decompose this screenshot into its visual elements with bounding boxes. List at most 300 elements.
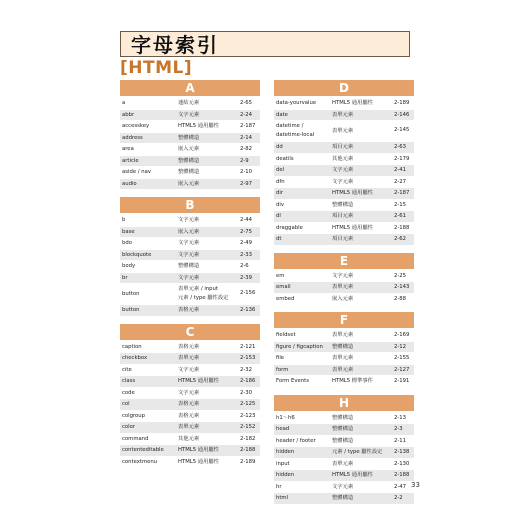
entry-category (332, 436, 394, 447)
entry-page (240, 227, 260, 238)
entry-category-text: 文字元素 (332, 178, 354, 185)
entry-category-text: 整體構造 (332, 414, 354, 421)
index-row (120, 110, 260, 122)
entry-name-text: aside / nav (122, 169, 151, 175)
entry-category (178, 227, 240, 238)
entry-category (178, 365, 240, 376)
entry-category (332, 142, 394, 153)
entry-name (120, 121, 178, 132)
entry-name-text: contenteditable (122, 447, 164, 453)
entry-name (274, 271, 332, 282)
entry-category-text: 文字元素 (178, 366, 200, 373)
index-row (274, 447, 414, 459)
entry-category-text: 文字元素 (332, 167, 354, 173)
entry-name (120, 457, 178, 468)
index-section-a (120, 80, 260, 190)
entry-page-text: 2-156 (240, 290, 256, 296)
entry-name-text: hidden (276, 449, 295, 455)
entry-name-text: dl (276, 213, 281, 219)
entry-page-text: 2-9 (240, 157, 249, 164)
entry-page-text: 2-14 (240, 134, 253, 141)
entry-category (332, 413, 394, 424)
entry-name-text: br (122, 274, 128, 281)
section-letter-header: B (120, 197, 260, 213)
entry-page-text: 2-15 (394, 201, 407, 208)
entry-name (120, 273, 178, 284)
entry-name-text: bdo (122, 240, 132, 246)
entry-page (394, 200, 414, 211)
entry-name (120, 353, 178, 364)
index-row (120, 365, 260, 377)
entry-category (178, 121, 240, 132)
entry-name (274, 188, 332, 199)
entry-name-text: email (276, 284, 291, 290)
index-row (274, 459, 414, 471)
entry-page-text: 2-182 (240, 435, 256, 442)
entry-category-text: 表單元素 (332, 284, 354, 290)
entry-page (240, 422, 260, 433)
entry-page-text: 2-179 (394, 155, 410, 162)
entry-name (274, 165, 332, 176)
entry-name (274, 424, 332, 435)
section-letter-header: D (274, 80, 414, 96)
entry-name-text: dir (276, 190, 284, 196)
index-row (274, 282, 414, 294)
entry-category (178, 98, 240, 109)
entry-category-text: 文字元素 (178, 111, 200, 118)
entry-name-text: data-yourvalue (276, 100, 317, 106)
entry-category-text: 表單元素 (332, 355, 354, 361)
index-row (120, 376, 260, 388)
entry-name (274, 294, 332, 305)
entry-name (274, 436, 332, 447)
entry-name (274, 459, 332, 470)
entry-name (274, 353, 332, 364)
entry-name (274, 493, 332, 504)
entry-page-text: 2-188 (240, 447, 256, 453)
entry-category (178, 250, 240, 261)
entry-name-text: accesskey (122, 123, 150, 129)
entry-page (394, 342, 414, 353)
entry-page (394, 493, 414, 504)
entry-category-text: HTML5 標準事件 (332, 378, 373, 384)
entry-category-text: 連結元素 (178, 100, 200, 106)
entry-page-text: 2-97 (240, 180, 253, 187)
entry-page (240, 98, 260, 109)
entry-name-text: embed (276, 295, 295, 302)
entry-name (274, 447, 332, 458)
entry-category (178, 376, 240, 387)
entry-name (120, 388, 178, 399)
entry-category (332, 330, 394, 341)
entry-page-text: 2-62 (394, 236, 407, 242)
entry-category-text: 表單元素 (178, 355, 200, 361)
entry-category (332, 447, 394, 458)
entry-name-text: div (276, 201, 284, 208)
page-title-box (120, 31, 410, 57)
entry-category (178, 133, 240, 144)
entry-name-text: body (122, 263, 136, 269)
entry-page-text: 2-25 (394, 272, 407, 279)
index-row (120, 342, 260, 354)
entry-page-text: 2-75 (240, 228, 253, 235)
entry-name (274, 154, 332, 165)
entry-category-text: 表單元素 / input (178, 286, 218, 292)
entry-category (178, 445, 240, 456)
index-row (120, 434, 260, 446)
entry-name-text: command (122, 435, 149, 442)
entry-page (240, 399, 260, 410)
entry-name (274, 142, 332, 153)
entry-page (240, 156, 260, 167)
entry-page-text: 2-13 (394, 414, 407, 421)
entry-page (240, 365, 260, 376)
entry-page-text: 2-63 (394, 144, 407, 150)
index-section-b (120, 197, 260, 317)
entry-name-text: base (122, 228, 135, 235)
entry-name-text-2: datetime-local (276, 132, 315, 138)
entry-page-text: 2-61 (394, 213, 407, 219)
entry-page (240, 411, 260, 422)
entry-name (274, 200, 332, 211)
entry-name-text: del (276, 167, 285, 173)
entry-category (178, 110, 240, 121)
entry-page (240, 238, 260, 249)
entry-page (394, 110, 414, 121)
entry-category-text: 嵌入元素 (178, 146, 200, 152)
entry-category-text: 嵌入元素 (178, 180, 200, 187)
entry-name (274, 177, 332, 188)
entry-name-text: class (122, 378, 136, 384)
entry-category-text: HTML5 通用屬性 (332, 472, 373, 478)
entry-page (394, 142, 414, 153)
entry-name-text: em (276, 272, 285, 279)
entry-name (120, 434, 178, 445)
entry-category (332, 353, 394, 364)
entry-name (120, 156, 178, 167)
section-letter-header: C (120, 324, 260, 340)
entry-name (120, 411, 178, 422)
entry-name (120, 167, 178, 178)
entry-name-text: dfn (276, 178, 285, 185)
entry-name (274, 482, 332, 493)
index-row (120, 167, 260, 179)
index-row (274, 470, 414, 482)
entry-name (274, 211, 332, 222)
index-row (120, 388, 260, 400)
entry-page-text: 2-127 (394, 366, 410, 373)
entry-category-text: 元素 / type 屬性設定 (332, 449, 383, 455)
entry-name-text: hidden (276, 472, 295, 478)
entry-page (394, 353, 414, 364)
section-letter-header: H (274, 395, 414, 411)
entry-category-text: 表單元素 (332, 366, 354, 373)
entry-page (240, 353, 260, 364)
entry-name-text: header / footer (276, 437, 316, 444)
entry-page (240, 133, 260, 144)
entry-page-text: 2-123 (240, 412, 256, 419)
entry-category (178, 342, 240, 353)
entry-name-text: color (122, 424, 136, 430)
entry-name-text: area (122, 146, 134, 152)
index-section-c (120, 324, 260, 469)
index-row (274, 223, 414, 235)
index-row (120, 144, 260, 156)
entry-page (240, 445, 260, 456)
entry-page-text: 2-47 (394, 483, 407, 490)
entry-name (120, 227, 178, 238)
entry-name-text: date (276, 111, 288, 118)
entry-name-text: b (122, 217, 126, 223)
entry-page-text: 2-188 (394, 472, 410, 478)
entry-name-text: Form Events (276, 378, 309, 384)
index-row (274, 330, 414, 342)
entry-page-text: 2-136 (240, 307, 256, 313)
entry-name-text: head (276, 426, 290, 432)
section-letter-header: F (274, 312, 414, 328)
entry-name-text: address (122, 134, 143, 141)
entry-page-text: 2-10 (240, 169, 253, 175)
index-row (120, 399, 260, 411)
entry-page (394, 365, 414, 376)
entry-name (274, 330, 332, 341)
entry-name (120, 445, 178, 456)
entry-category (178, 399, 240, 410)
entry-category (178, 144, 240, 155)
index-row (120, 305, 260, 317)
index-row (274, 200, 414, 212)
entry-category-text: 表單元素 (332, 460, 354, 467)
entry-category (332, 365, 394, 376)
entry-category (332, 154, 394, 165)
entry-name-text: code (122, 389, 135, 396)
entry-category (178, 215, 240, 226)
entry-name-text: col (122, 401, 130, 407)
index-row (274, 121, 414, 142)
index-row (120, 261, 260, 273)
entry-name (274, 98, 332, 109)
section-letter-header: A (120, 80, 260, 96)
entry-page (394, 330, 414, 341)
index-row (120, 353, 260, 365)
index-row (274, 110, 414, 122)
entry-category-text: 表格元素 (178, 412, 200, 419)
entry-name-text: a (122, 100, 126, 106)
entry-category-text: 表格元素 (178, 307, 200, 313)
entry-category-text: 整體構造 (178, 157, 200, 164)
entry-page (394, 188, 414, 199)
index-row (274, 165, 414, 177)
entry-page-text: 2-3 (394, 426, 403, 432)
entry-name (120, 305, 178, 316)
entry-category (332, 470, 394, 481)
entry-page-text: 2-24 (240, 111, 253, 118)
entry-page (394, 424, 414, 435)
page-title: 字母索引 (131, 33, 219, 57)
entry-category-text: 表單元素 (332, 127, 354, 134)
entry-category (332, 271, 394, 282)
entry-name (274, 223, 332, 234)
index-row (120, 422, 260, 434)
entry-name (274, 342, 332, 353)
entry-page (394, 294, 414, 305)
entry-category (332, 200, 394, 211)
entry-category-text: 文字元素 (332, 483, 354, 490)
entry-category-text: HTML5 通用屬性 (178, 123, 219, 129)
entry-category-text: HTML5 通用屬性 (332, 190, 373, 196)
entry-category-text: HTML5 通用屬性 (178, 447, 219, 453)
entry-name-text: button (122, 290, 140, 297)
entry-page-text: 2-11 (394, 437, 407, 444)
index-row (274, 493, 414, 505)
entry-category (332, 110, 394, 121)
entry-category-text-2: 元素 / type 屬性設定 (178, 295, 229, 301)
index-row (274, 482, 414, 494)
entry-page (240, 388, 260, 399)
entry-page (240, 179, 260, 190)
entry-page-text: 2-130 (394, 460, 410, 467)
entry-category (178, 156, 240, 167)
entry-page (240, 305, 260, 316)
index-row (120, 457, 260, 469)
entry-category-text: 其他元素 (178, 435, 200, 442)
entry-page (240, 167, 260, 178)
entry-page-text: 2-187 (240, 123, 256, 129)
entry-name (120, 376, 178, 387)
index-row (274, 424, 414, 436)
entry-category-text: 整體構造 (332, 343, 354, 350)
entry-name-text: figure / figcaption (276, 343, 323, 350)
index-row (274, 353, 414, 365)
entry-category-text: 項目元素 (332, 213, 354, 219)
entry-category (332, 234, 394, 245)
entry-page-text: 2-186 (240, 378, 256, 384)
entry-page-text: 2-169 (394, 332, 410, 338)
entry-category-text: 整體構造 (332, 201, 354, 208)
entry-page (240, 457, 260, 468)
entry-category-text: 整體構造 (332, 495, 354, 501)
entry-category (332, 165, 394, 176)
entry-name-text: colgroup (122, 412, 146, 419)
entry-category-text: 表格元素 (178, 343, 200, 350)
entry-page (240, 250, 260, 261)
entry-name (120, 250, 178, 261)
index-column-right (274, 80, 414, 512)
index-row (274, 188, 414, 200)
entry-page-text: 2-82 (240, 146, 253, 152)
entry-category (178, 353, 240, 364)
entry-category-text: 整體構造 (178, 134, 200, 141)
entry-name-text: blockquote (122, 251, 152, 258)
entry-category-text: 項目元素 (332, 144, 354, 150)
entry-page (240, 215, 260, 226)
entry-category (332, 177, 394, 188)
index-row (120, 238, 260, 250)
entry-name-text: datetime / (276, 123, 304, 129)
entry-page-text: 2-146 (394, 111, 410, 118)
entry-page-text: 2-138 (394, 449, 410, 455)
entry-name-text: abbr (122, 111, 135, 118)
entry-category (178, 167, 240, 178)
index-row (274, 142, 414, 154)
entry-category-text: 其他元素 (332, 155, 354, 162)
entry-page (240, 144, 260, 155)
entry-category-text: 文字元素 (178, 274, 200, 281)
index-row (120, 284, 260, 305)
entry-page (394, 165, 414, 176)
entry-page (394, 234, 414, 245)
entry-name (120, 133, 178, 144)
index-row (274, 376, 414, 388)
entry-category (178, 179, 240, 190)
entry-page-text: 2-2 (394, 495, 403, 501)
entry-category (332, 424, 394, 435)
entry-name-text: checkbox (122, 355, 148, 361)
index-row (120, 121, 260, 133)
index-section-f (274, 312, 414, 388)
entry-category (332, 211, 394, 222)
entry-page (240, 376, 260, 387)
entry-page (240, 273, 260, 284)
entry-category-text: 整體構造 (332, 426, 354, 432)
entry-category (178, 422, 240, 433)
entry-category (332, 493, 394, 504)
index-row (274, 234, 414, 246)
entry-name (120, 144, 178, 155)
entry-category (332, 376, 394, 387)
entry-category-text: HTML5 通用屬性 (178, 458, 219, 465)
entry-name (120, 342, 178, 353)
entry-page-text: 2-155 (394, 355, 410, 361)
entry-category-text: 整體構造 (178, 263, 200, 269)
index-row (120, 411, 260, 423)
entry-page-text: 2-27 (394, 178, 407, 185)
entry-name (120, 215, 178, 226)
entry-name-text: dd (276, 144, 283, 150)
index-row (274, 413, 414, 425)
entry-page (394, 98, 414, 109)
index-column-left (120, 80, 260, 475)
entry-category-text: 整體構造 (332, 437, 354, 444)
entry-category-text: 文字元素 (178, 251, 200, 258)
entry-page (394, 376, 414, 387)
entry-page-text: 2-33 (240, 251, 253, 258)
entry-name (274, 234, 332, 245)
entry-name (120, 261, 178, 272)
index-row (274, 154, 414, 166)
entry-category (332, 188, 394, 199)
entry-page-text: 2-6 (240, 263, 249, 269)
entry-name-text: fieldset (276, 332, 296, 338)
entry-category (178, 273, 240, 284)
index-row (120, 250, 260, 262)
entry-name-text: cite (122, 366, 132, 373)
entry-page-text: 2-88 (394, 295, 407, 302)
entry-page (394, 211, 414, 222)
entry-page (240, 434, 260, 445)
entry-name-text: deatils (276, 155, 294, 162)
entry-name-text: hr (276, 483, 282, 490)
entry-name (274, 282, 332, 293)
entry-name-text: article (122, 157, 139, 164)
entry-name (274, 365, 332, 376)
entry-name-text: form (276, 366, 289, 373)
section-letter-header: E (274, 253, 414, 269)
entry-name-text: audio (122, 180, 137, 187)
entry-category-text: 嵌入元素 (332, 295, 354, 302)
entry-name-text: html (276, 495, 289, 501)
index-row (120, 445, 260, 457)
